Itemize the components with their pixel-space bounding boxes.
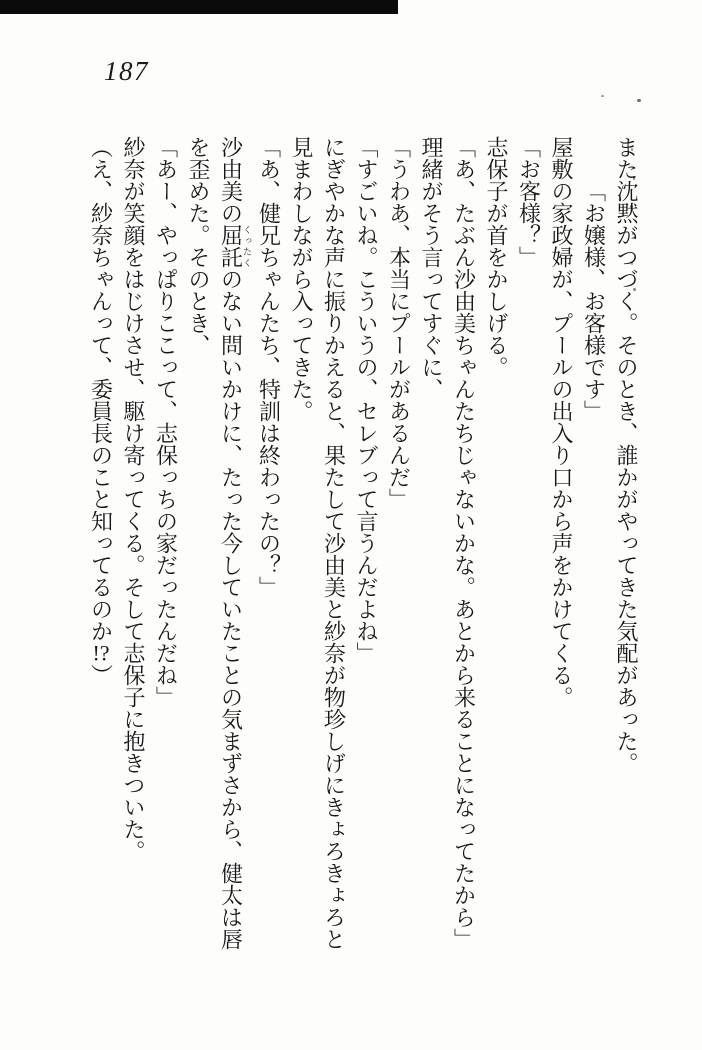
- text-column: [447, 136, 480, 968]
- text-column: [117, 136, 150, 968]
- text-column: [317, 136, 350, 968]
- text-run: 紗奈が笑顔をはじけさせ、駆け寄ってくる。そして志保子に抱きついた。: [121, 136, 146, 862]
- text-column: [577, 136, 610, 968]
- text-run: 屋敷の家政婦が、プールの出入り口から声をかけてくる。: [549, 136, 574, 708]
- text-run: 「あ、たぶん沙由美ちゃんたちじゃないかな。あとから来ることになってたから」: [451, 136, 477, 950]
- text-run: 志保子が首をかしげる。: [484, 136, 509, 378]
- text-column: [610, 136, 643, 968]
- text-run: にぎやかな声に振りかえると、果たして沙由美と紗奈が物珍しげにきょろきょろと: [321, 136, 347, 950]
- text-run: 理緒がそう言ってすぐに、: [419, 136, 444, 400]
- text-column: [545, 136, 578, 968]
- furigana-ruby: [218, 224, 252, 268]
- text-column: [182, 136, 215, 968]
- text-column: [512, 136, 545, 968]
- vertical-text-block: [84, 136, 642, 968]
- ruby-text: くったく: [242, 224, 252, 268]
- text-run: ）: [88, 664, 114, 686]
- scan-speckle: [601, 95, 604, 97]
- text-run: 「すごいね。こういうの、セレブって言うんだよね」: [354, 136, 379, 664]
- text-column: [480, 136, 513, 968]
- text-run: 見まわしながら入ってきた。: [289, 136, 314, 422]
- text-run: のない問いかけに、たった今していたことの気まずさから、健太は唇: [218, 268, 244, 950]
- ruby-base: 屈託: [218, 224, 244, 268]
- text-column: [415, 136, 448, 968]
- scan-speckle: [637, 99, 641, 102]
- text-run: （え、紗奈ちゃんって、委員長のこと知ってるのか: [88, 136, 114, 642]
- page-number: 187: [104, 56, 149, 86]
- text-column: [84, 136, 117, 968]
- text-run: 「うわあ、本当にプールがあるんだ」: [386, 136, 412, 510]
- scan-edge-artifact: [0, 0, 398, 14]
- text-column: [214, 136, 252, 968]
- text-run: 沙由美の: [218, 136, 244, 224]
- text-run: 「お嬢様、お客様です」: [581, 180, 607, 422]
- text-column: [382, 136, 415, 968]
- text-run: 「お客様？」: [516, 136, 542, 268]
- text-column: [149, 136, 182, 968]
- text-run: 「あ、健兄ちゃんたち、特訓は終わったの？」: [256, 136, 282, 598]
- text-column: [252, 136, 285, 968]
- text-column: [350, 136, 383, 968]
- text-run: また沈黙がつづく。そのとき、誰かがやってきた気配があった。: [614, 136, 639, 774]
- tate-chu-yoko: !?: [92, 642, 110, 664]
- text-column: [285, 136, 318, 968]
- text-run: を歪めた。そのとき、: [186, 136, 211, 356]
- text-run: 「あー、やっぱりここって、志保っちの家だったんだね」: [153, 136, 179, 708]
